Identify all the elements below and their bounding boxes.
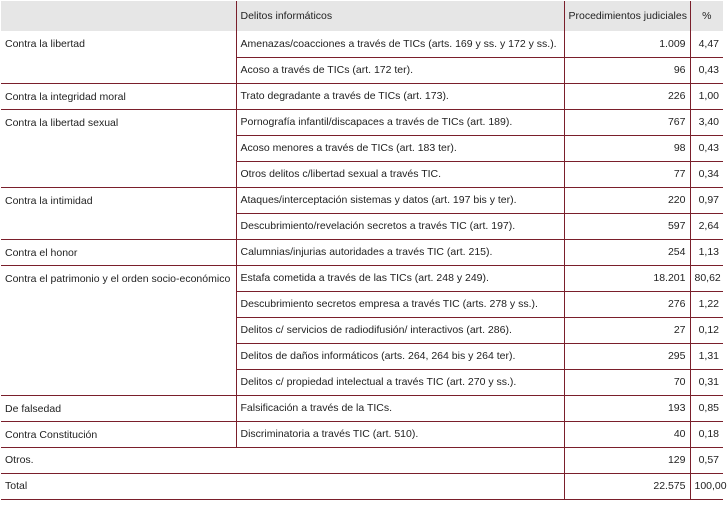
total-label: Total	[1, 473, 564, 499]
procedures-cell: 597	[564, 213, 690, 239]
table-row	[1, 83, 723, 109]
procedures-cell: 40	[564, 421, 690, 447]
offense-cell: Pornografía infantil/discapaces a través de TICs (art. 189).	[236, 109, 564, 135]
others-row	[1, 447, 723, 473]
procedures-cell: 276	[564, 291, 690, 317]
percent-cell: 0,85	[690, 395, 723, 421]
offense-cell: Delitos c/ servicios de radiodifusión/ interactivos (art. 286).	[236, 317, 564, 343]
percent-cell: 2,64	[690, 213, 723, 239]
total-row	[1, 473, 723, 499]
offense-cell: Trato degradante a través de TICs (art. 173).	[236, 83, 564, 109]
category-cell: Contra Constitución	[1, 421, 236, 447]
category-cell: Contra la libertad	[1, 31, 236, 83]
offense-cell: Otros delitos c/libertad sexual a través TIC.	[236, 161, 564, 187]
category-cell: Contra la libertad sexual	[1, 109, 236, 187]
percent-cell: 1,31	[690, 343, 723, 369]
others-label: Otros.	[1, 447, 564, 473]
category-cell: Contra el patrimonio y el orden socio-económico	[1, 265, 236, 395]
percent-cell: 0,12	[690, 317, 723, 343]
percent-cell: 1,13	[690, 239, 723, 265]
category-cell: Contra la integridad moral	[1, 83, 236, 109]
header-procedures: Procedimientos judiciales	[564, 1, 690, 31]
offenses-table	[1, 1, 727, 500]
offense-cell: Delitos de daños informáticos (arts. 264, 264 bis y 264 ter).	[236, 343, 564, 369]
procedures-cell: 77	[564, 161, 690, 187]
percent-cell: 80,62	[690, 265, 723, 291]
table-row	[1, 421, 723, 447]
percent-cell: 1,22	[690, 291, 723, 317]
procedures-cell: 96	[564, 57, 690, 83]
table-row	[1, 239, 723, 265]
table-row	[1, 31, 723, 57]
offense-cell: Estafa cometida a través de las TICs (art. 248 y 249).	[236, 265, 564, 291]
header-offense: Delitos informáticos	[236, 1, 564, 31]
percent-cell: 0,43	[690, 135, 723, 161]
procedures-cell: 18.201	[564, 265, 690, 291]
percent-cell: 0,34	[690, 161, 723, 187]
offense-cell: Descubrimiento/revelación secretos a través TIC (art. 197).	[236, 213, 564, 239]
procedures-cell: 295	[564, 343, 690, 369]
header-percent: %	[690, 1, 723, 31]
percent-cell: 3,40	[690, 109, 723, 135]
total-percent: 100,00	[690, 473, 723, 499]
offense-cell: Delitos c/ propiedad intelectual a través TIC (art. 270 y ss.).	[236, 369, 564, 395]
table-body	[1, 31, 727, 499]
others-procedures: 129	[564, 447, 690, 473]
offense-cell: Ataques/interceptación sistemas y datos (art. 197 bis y ter).	[236, 187, 564, 213]
table-row	[1, 109, 723, 135]
percent-cell: 0,18	[690, 421, 723, 447]
percent-cell: 0,97	[690, 187, 723, 213]
others-percent: 0,57	[690, 447, 723, 473]
offense-cell: Amenazas/coacciones a través de TICs (arts. 169 y ss. y 172 y ss.).	[236, 31, 564, 57]
table-row	[1, 265, 723, 291]
offense-cell: Acoso menores a través de TICs (art. 183 ter).	[236, 135, 564, 161]
procedures-cell: 226	[564, 83, 690, 109]
percent-cell: 0,31	[690, 369, 723, 395]
category-cell: De falsedad	[1, 395, 236, 421]
percent-cell: 1,00	[690, 83, 723, 109]
category-cell: Contra el honor	[1, 239, 236, 265]
offense-cell: Calumnias/injurias autoridades a través TIC (art. 215).	[236, 239, 564, 265]
offense-cell: Discriminatoria a través TIC (art. 510).	[236, 421, 564, 447]
table-row	[1, 187, 723, 213]
procedures-cell: 767	[564, 109, 690, 135]
header-category	[1, 1, 236, 31]
offense-cell: Falsificación a través de la TICs.	[236, 395, 564, 421]
procedures-cell: 98	[564, 135, 690, 161]
total-procedures: 22.575	[564, 473, 690, 499]
procedures-cell: 220	[564, 187, 690, 213]
category-cell: Contra la intimidad	[1, 187, 236, 239]
procedures-cell: 193	[564, 395, 690, 421]
procedures-cell: 70	[564, 369, 690, 395]
percent-cell: 0,43	[690, 57, 723, 83]
offense-cell: Acoso a través de TICs (art. 172 ter).	[236, 57, 564, 83]
procedures-cell: 254	[564, 239, 690, 265]
procedures-cell: 1.009	[564, 31, 690, 57]
procedures-cell: 27	[564, 317, 690, 343]
percent-cell: 4,47	[690, 31, 723, 57]
table-row	[1, 395, 723, 421]
header-row	[1, 1, 723, 31]
offense-cell: Descubrimiento secretos empresa a través TIC (arts. 278 y ss.).	[236, 291, 564, 317]
